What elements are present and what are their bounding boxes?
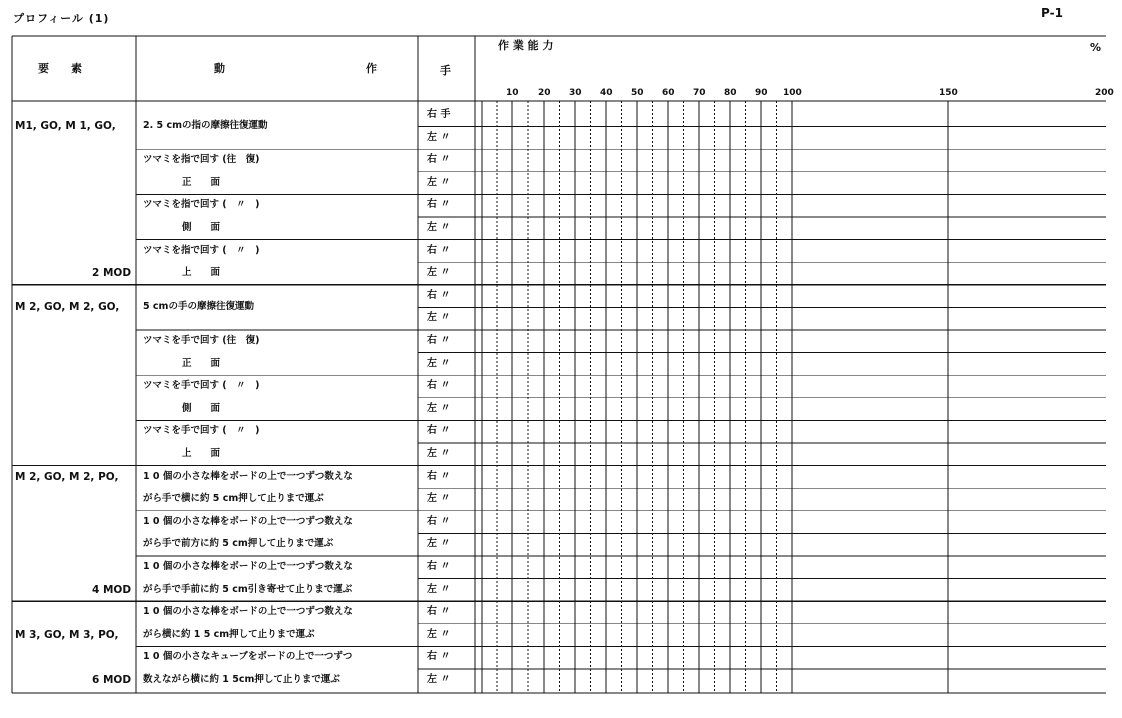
row-motion: 側 面	[182, 402, 221, 414]
row-hand: 左 〃	[427, 628, 451, 640]
tick-label: 70	[693, 88, 706, 98]
row-motion: ツマミを手で回す ( 〃 )	[143, 425, 260, 437]
tick-label: 90	[755, 88, 768, 98]
row-motion: 1 0 個の小さな棒をボードの上で一つずつ数えな	[143, 470, 353, 482]
row-motion: 1 0 個の小さな棒をボードの上で一つずつ数えな	[143, 561, 353, 572]
row-hand: 右 〃	[427, 561, 451, 572]
row-hand: 左 〃	[427, 267, 451, 279]
row-hand: 左 〃	[427, 674, 451, 685]
row-element: M1, GO, M 1, GO,	[15, 120, 116, 132]
row-hand: 右 〃	[427, 470, 451, 482]
tick-label: 200	[1095, 88, 1114, 98]
row-hand: 右 〃	[427, 606, 451, 618]
row-motion: 正 面	[182, 176, 221, 188]
row-motion: 5 cmの手の摩擦往復運動	[143, 300, 254, 312]
row-element: M 3, GO, M 3, PO,	[15, 628, 119, 641]
row-element: 4 MOD	[92, 583, 132, 596]
row-motion: 上 面	[182, 267, 221, 279]
tick-label: 150	[939, 88, 958, 98]
row-element: 2 MOD	[92, 267, 132, 280]
row-element: M 2, GO, M 2, GO,	[15, 300, 120, 313]
row-hand: 左 〃	[427, 538, 451, 550]
row-motion: 正 面	[182, 357, 221, 369]
row-motion: ツマミを指で回す ( 〃 )	[143, 244, 260, 256]
tick-label: 60	[662, 88, 675, 98]
row-motion: ツマミを手で回す ( 〃 )	[143, 380, 260, 392]
row-motion: 1 0 個の小さな棒をボードの上で一つずつ数えな	[143, 515, 353, 527]
header-hand: 手	[440, 64, 451, 77]
row-hand: 左 〃	[427, 312, 451, 324]
row-hand: 左 〃	[427, 583, 451, 595]
page-number: P-1	[1041, 6, 1063, 20]
row-motion: ツマミを手で回す (往 復)	[143, 335, 260, 346]
row-hand: 右 〃	[427, 335, 451, 346]
row-element: M 2, GO, M 2, PO,	[15, 470, 119, 483]
row-hand: 右 〃	[427, 199, 451, 211]
tick-label: 20	[538, 88, 551, 98]
row-motion: 側 面	[182, 222, 221, 233]
row-hand: 右 〃	[427, 425, 451, 437]
row-motion: 数えながら横に約 1 5cm押して止りまで運ぶ	[143, 674, 340, 685]
row-motion: がら手で横に約 5 cm押して止りまで運ぶ	[143, 493, 324, 505]
row-hand: 左 〃	[427, 493, 451, 505]
tick-label: 40	[600, 88, 613, 98]
header-element: 要 素	[38, 62, 82, 75]
row-motion: ツマミを指で回す ( 〃 )	[143, 199, 260, 211]
tick-label: 30	[569, 88, 582, 98]
header-motion-1: 動	[214, 62, 225, 75]
header-motion-2: 作	[366, 62, 377, 75]
row-hand: 右 〃	[427, 380, 451, 392]
row-hand: 左 〃	[427, 131, 451, 143]
row-motion: がら手で前方に約 5 cm押して止りまで運ぶ	[143, 538, 334, 550]
row-hand: 左 〃	[427, 222, 451, 233]
row-motion: ツマミを指で回す (往 復)	[143, 154, 260, 166]
row-hand: 右 〃	[427, 515, 451, 527]
row-hand: 右 〃	[427, 289, 451, 301]
header-percent: %	[1090, 41, 1102, 54]
tick-label: 100	[783, 88, 802, 98]
header-capability: 作 業 能 力	[498, 39, 554, 52]
row-hand: 左 〃	[427, 357, 451, 369]
row-hand: 左 〃	[427, 402, 451, 414]
row-hand: 右 〃	[427, 651, 451, 663]
sheet-title: プロフィール (1)	[13, 12, 110, 25]
row-motion: 2. 5 cmの指の摩擦往復運動	[143, 120, 268, 131]
row-hand: 右 〃	[427, 244, 451, 256]
row-motion: 1 0 個の小さな棒をボードの上で一つずつ数えな	[143, 606, 353, 618]
row-hand: 左 〃	[427, 448, 451, 459]
row-hand: 右 〃	[427, 154, 451, 166]
row-motion: がら横に約 1 5 cm押して止りまで運ぶ	[143, 628, 315, 640]
row-motion: 1 0 個の小さなキューブをボードの上で一つずつ	[143, 651, 353, 663]
tick-label: 80	[724, 88, 737, 98]
row-motion: がら手で手前に約 5 cm引き寄せて止りまで運ぶ	[143, 583, 353, 595]
row-hand: 右 手	[427, 109, 451, 120]
row-element: 6 MOD	[92, 674, 132, 686]
row-motion: 上 面	[182, 448, 221, 459]
tick-label: 50	[631, 88, 644, 98]
row-hand: 左 〃	[427, 176, 451, 188]
tick-label: 10	[506, 88, 519, 98]
